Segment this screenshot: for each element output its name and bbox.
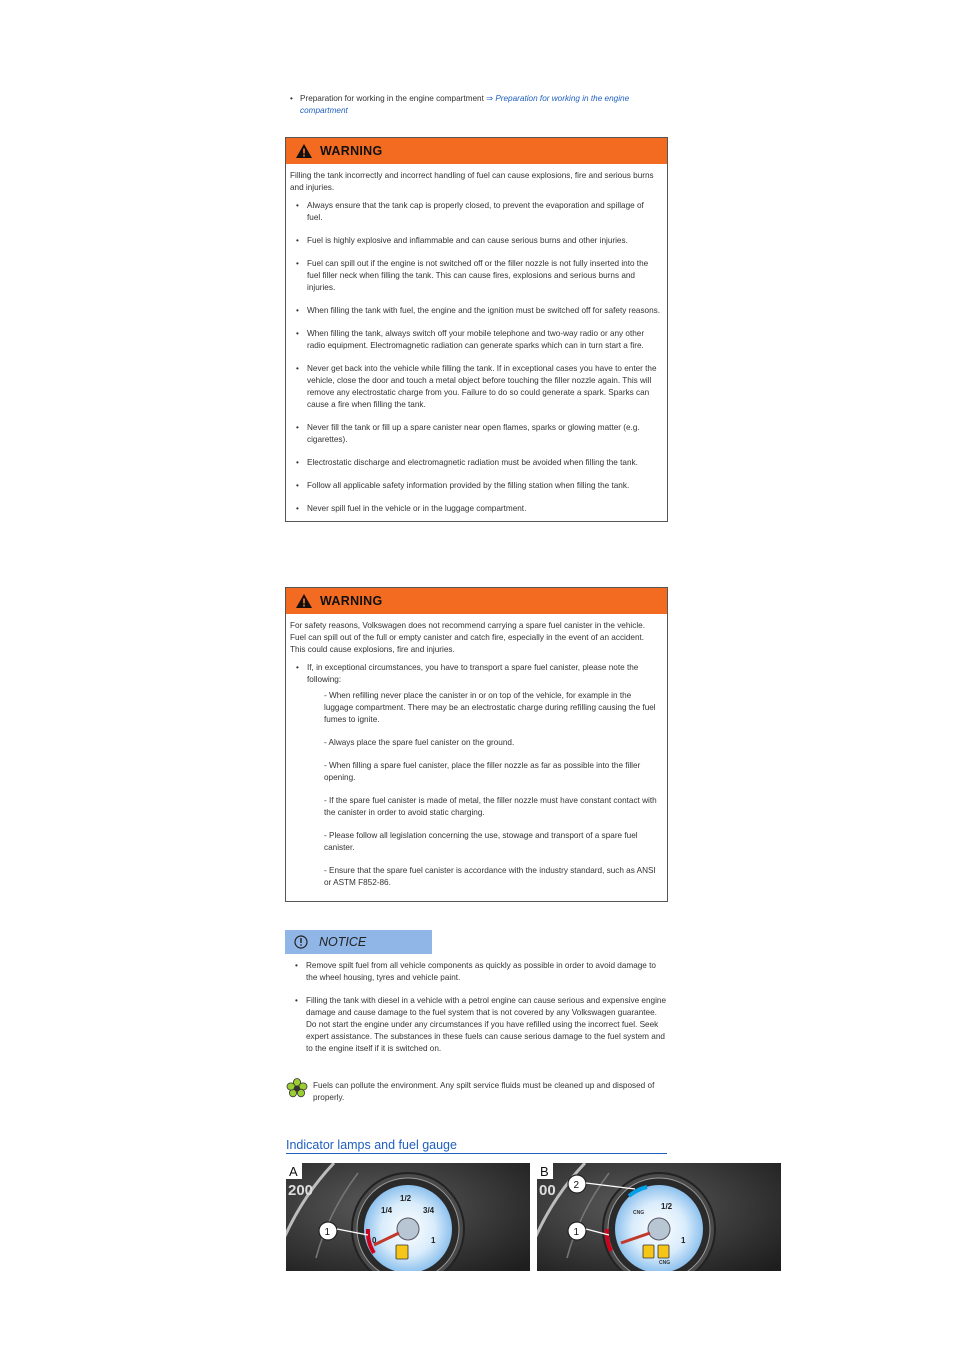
notice-body — [289, 960, 667, 1055]
figure-letter: B — [540, 1164, 549, 1179]
notice-header — [285, 930, 432, 954]
environment-text: Fuels can pollute the environment. Any spilt service fluids must be cleaned up and disposed of properly. — [313, 1081, 655, 1102]
warning-intro: For safety reasons, Volkswagen does not recommend carrying a spare fuel canister in the vehicle. Fuel can spill out of the full or empty canister and catch fire, especially in the event of an accident. This could cause explosions, fire and injuries. — [290, 621, 645, 654]
gauge-mark-full: 1 — [431, 1236, 436, 1245]
warning-box-1 — [285, 137, 668, 522]
warning-label: WARNING — [320, 144, 383, 158]
list-item: • Electrostatic discharge and electromagnetic radiation must be avoided when filling the tank. — [290, 457, 661, 469]
warning-intro: Filling the tank incorrectly and incorrect handling of fuel can cause explosions, fire and serious burns and injuries. — [290, 171, 654, 192]
figure-a — [286, 1163, 530, 1271]
gauge-mark-three-quarter: 3/4 — [423, 1206, 435, 1215]
sub-item: - Always place the spare fuel canister on the ground. — [324, 738, 515, 747]
list-item: • Fuel can spill out if the engine is not switched off or the filler nozzle is not fully inserted into the fuel filler neck when filling the tank. This can cause fires, explosions and serious burns and injuries. — [290, 258, 661, 294]
warning-header — [286, 588, 667, 614]
warning-triangle-icon — [295, 593, 313, 609]
cng-label-upper: CNG — [633, 1210, 645, 1216]
figure-b — [537, 1163, 781, 1271]
list-item: • Always ensure that the tank cap is properly closed, to prevent the evaporation and spillage of fuel. — [290, 200, 661, 224]
intro-bullet — [290, 93, 670, 117]
warning-triangle-icon — [295, 143, 313, 159]
sub-item: - If the spare fuel canister is made of metal, the filler nozzle must have constant contact with the canister in order to avoid static charging. — [324, 796, 657, 817]
gauge-mark-half: 1/2 — [400, 1194, 412, 1203]
callout-1: 1 — [324, 1227, 331, 1238]
list-item: • Never fill the tank or fill up a spare canister near open flames, sparks or glowing matter (e.g. cigarettes). — [290, 422, 661, 446]
list-item: • Fuel is highly explosive and inflammable and can cause serious burns and other injuries. — [290, 235, 661, 247]
speedometer-number: 00 — [539, 1182, 556, 1199]
list-item: • Remove spilt fuel from all vehicle components as quickly as possible in order to avoid damage to the wheel housing, tyres and vehicle paint. — [289, 960, 667, 984]
sub-item: - When refilling never place the canister in or on top of the vehicle, for example in the luggage compartment. There may be an electrostatic charge during refilling causing the fuel fumes to ignite. — [324, 691, 656, 724]
list-item-text: If, in exceptional circumstances, you have to transport a spare fuel canister, please note the following: — [307, 663, 639, 684]
warning-box-2 — [285, 587, 668, 902]
sub-item: - Please follow all legislation concerning the use, stowage and transport of a spare fuel canister. — [324, 831, 638, 852]
list-item: • When filling the tank with fuel, the engine and the ignition must be switched off for safety reasons. — [290, 305, 661, 317]
section-title: Indicator lamps and fuel gauge — [286, 1138, 667, 1154]
cng-label-lower: CNG — [659, 1260, 671, 1266]
gauge-mark-full: 1 — [681, 1236, 686, 1245]
cross-reference-arrow: ⇒ — [486, 94, 494, 103]
gauge-mark-quarter: 1/4 — [381, 1206, 393, 1215]
gauge-mark-half: 1/2 — [661, 1202, 673, 1211]
callout-1: 1 — [573, 1227, 580, 1238]
notice-label: NOTICE — [319, 935, 367, 949]
figure-letter: A — [289, 1164, 298, 1179]
intro-bullet-text: Preparation for working in the engine compartment — [300, 94, 484, 103]
notice-exclamation-icon — [294, 935, 308, 949]
cross-reference-link[interactable]: Preparation for working in the engine compartment — [300, 94, 630, 115]
list-item: • Never spill fuel in the vehicle or in the luggage compartment. — [290, 503, 661, 515]
fuel-gauge-b-illustration — [537, 1163, 781, 1271]
list-item: • Never get back into the vehicle while filling the tank. If in exceptional cases you have to enter the vehicle, close the door and touch a metal object before touching the filler nozzle again. This will remove any electrostatic charge from you. Failure to do so could generate a spark. Sparks can cause a fire when filling the tank. — [290, 363, 661, 411]
callout-2: 2 — [573, 1180, 580, 1191]
list-item: • Filling the tank with diesel in a vehicle with a petrol engine can cause serious and expensive engine damage and cause damage to the fuel system that is not covered by any Volkswagen guarantee. Do not start the engine under any circumstances if you have refilled using the incorrect fuel. Seek expert assistance. The substances in these fuels can cause serious damage to the fuel system and to the engine itself if it is switched on. — [289, 995, 667, 1055]
gauge-mark-empty: 0 — [372, 1236, 377, 1245]
bullet-dot: • — [290, 94, 293, 103]
list-item: • When filling the tank, always switch off your mobile telephone and two-way radio or any other radio equipment. Electromagnetic radiation can generate sparks which can in turn start a fire. — [290, 328, 661, 352]
environment-note — [286, 1080, 668, 1104]
list-item: • Follow all applicable safety information provided by the filling station when filling the tank. — [290, 480, 661, 492]
sub-item: - When filling a spare fuel canister, place the filler nozzle as far as possible into the filler opening. — [324, 761, 641, 782]
list-item — [290, 662, 661, 889]
environment-flower-icon — [286, 1078, 308, 1098]
fuel-gauge-a-illustration — [286, 1163, 530, 1271]
sub-item: - Ensure that the spare fuel canister is accordance with the industry standard, such as ANSI or ASTM F852-86. — [324, 866, 656, 887]
speedometer-number: 200 — [288, 1182, 314, 1199]
warning-header — [286, 138, 667, 164]
warning-label: WARNING — [320, 594, 383, 608]
